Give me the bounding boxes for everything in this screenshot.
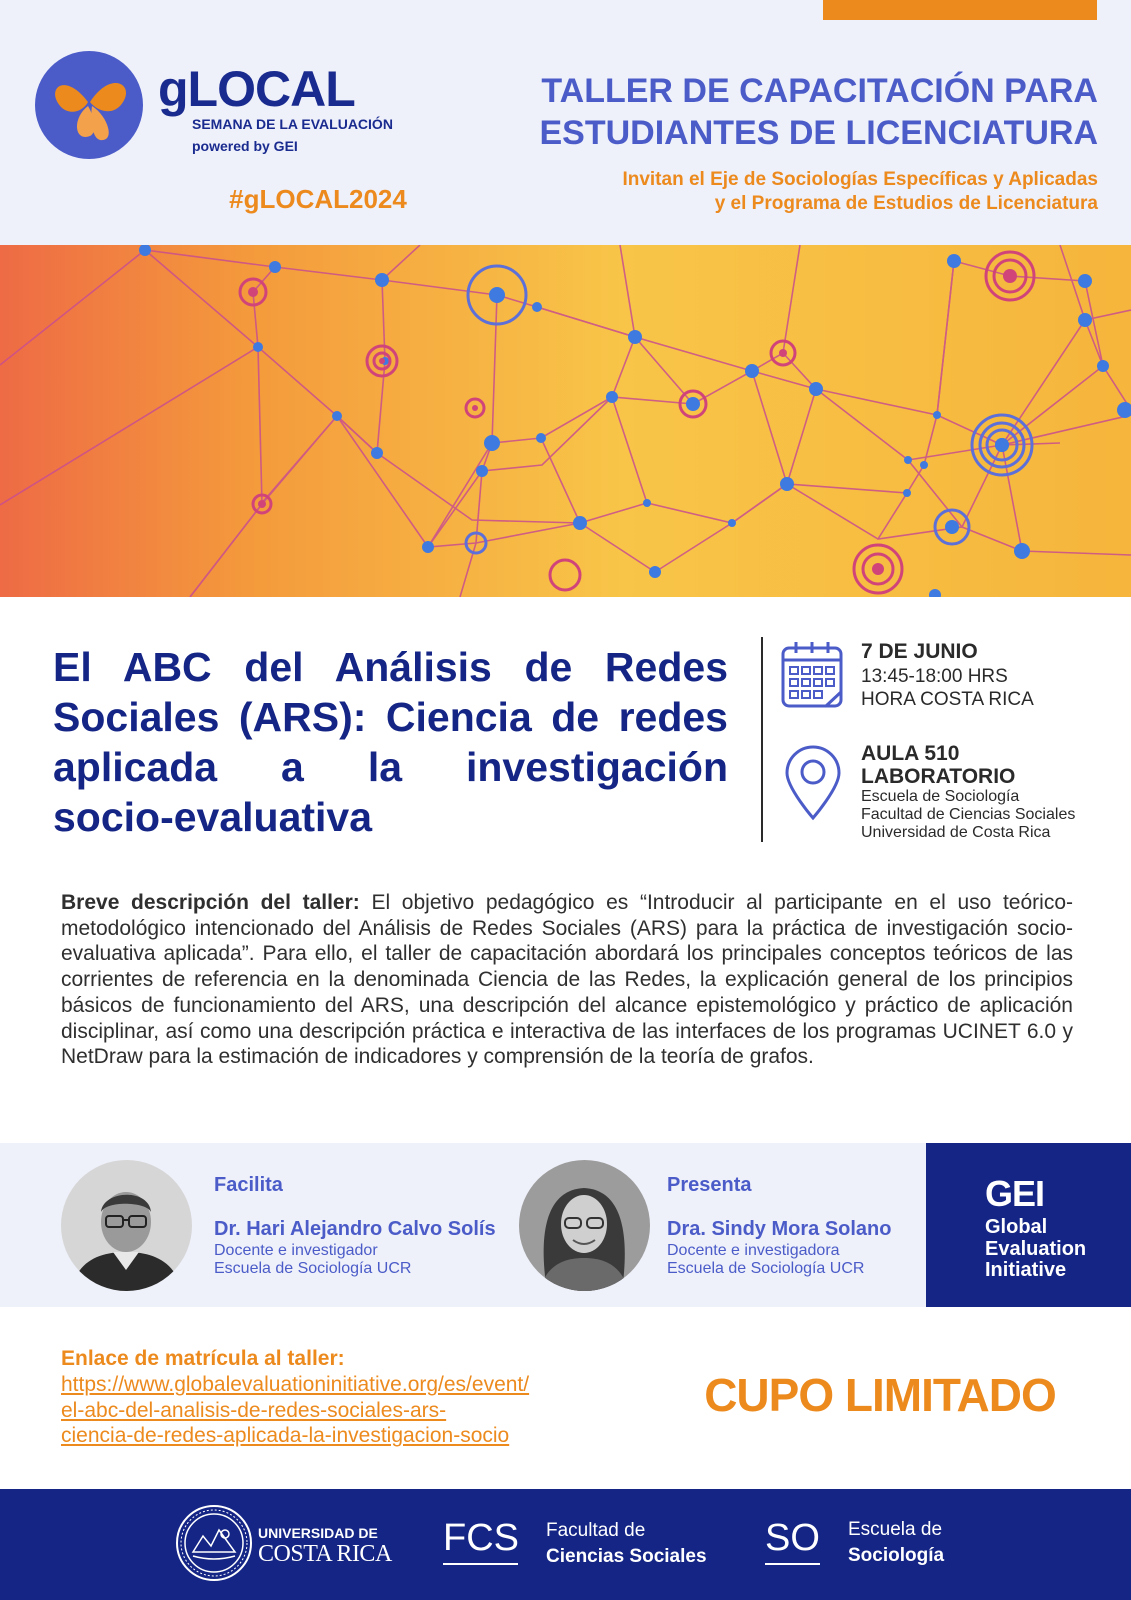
logo-subtitle: SEMANA DE LA EVALUACIÓN xyxy=(192,116,393,132)
location-pin-icon xyxy=(783,744,843,822)
limited-seats-notice: CUPO LIMITADO xyxy=(704,1369,1056,1421)
event-title-line: aplicada a la investigación xyxy=(53,744,728,790)
so-name-line: Escuela de xyxy=(848,1519,943,1540)
fcs-name-line: Ciencias Sociales xyxy=(546,1546,707,1567)
so-underline xyxy=(765,1563,820,1565)
network-graphic xyxy=(0,245,1131,597)
calendar-icon xyxy=(780,640,844,710)
workshop-heading-line: ESTUDIANTES DE LICENCIATURA xyxy=(539,114,1098,152)
speaker-name: Dra. Sindy Mora Solano xyxy=(667,1218,892,1240)
event-time: 13:45-18:00 HRS xyxy=(861,666,1008,687)
speaker-role: Presenta xyxy=(667,1174,752,1196)
speaker-school: Escuela de Sociología UCR xyxy=(667,1260,865,1277)
registration-link-line[interactable]: el-abc-del-analisis-de-redes-sociales-ars- xyxy=(61,1398,447,1422)
ucr-name-line: UNIVERSIDAD DE xyxy=(258,1525,378,1541)
event-place-line: Escuela de Sociología xyxy=(861,788,1020,805)
glocal-logo xyxy=(34,50,434,170)
workshop-heading xyxy=(458,70,1098,154)
event-timezone: HORA COSTA RICA xyxy=(861,689,1034,710)
invitation-line: y el Programa de Estudios de Licenciatura xyxy=(714,193,1098,214)
description-label: Breve descripción del taller: xyxy=(61,891,360,914)
speaker-position: Docente e investigador xyxy=(214,1242,378,1259)
event-place-line: Universidad de Costa Rica xyxy=(861,824,1051,841)
gei-name xyxy=(985,1217,1086,1282)
speaker-position: Docente e investigadora xyxy=(667,1242,840,1259)
ucr-name-line: COSTA RICA xyxy=(258,1541,392,1567)
hashtag: #gLOCAL2024 xyxy=(229,184,407,214)
gei-name-line: Evaluation xyxy=(985,1237,1087,1260)
registration-link-line[interactable]: ciencia-de-redes-aplicada-la-investigacion-socio xyxy=(61,1424,510,1447)
logo-name: gLOCAL xyxy=(158,61,355,117)
event-room: AULA 510 xyxy=(861,742,960,765)
footer-band xyxy=(0,1489,1131,1600)
speaker-photo xyxy=(519,1160,650,1291)
logo-powered-by: powered by GEI xyxy=(192,138,298,154)
header-accent-bar xyxy=(823,0,1097,20)
gei-panel xyxy=(926,1143,1131,1307)
so-abbreviation: SO xyxy=(765,1517,820,1559)
fcs-name-line: Facultad de xyxy=(546,1520,646,1541)
speaker-role: Facilita xyxy=(214,1174,283,1196)
registration-label: Enlace de matrícula al taller: xyxy=(61,1347,345,1370)
speaker-school: Escuela de Sociología UCR xyxy=(214,1260,412,1277)
gei-logo: GEI xyxy=(985,1173,1045,1214)
event-room-type: LABORATORIO xyxy=(861,765,1016,788)
gei-name-line: Initiative xyxy=(985,1259,1067,1281)
invitation-text xyxy=(458,168,1098,216)
event-title-line: Sociales (ARS): Ciencia de redes xyxy=(53,694,728,740)
fcs-abbreviation: FCS xyxy=(443,1517,519,1559)
registration-link-line[interactable]: https://www.globalevaluationinitiative.org/es/event/ xyxy=(61,1373,530,1396)
workshop-description xyxy=(61,890,1073,1070)
workshop-heading-line: TALLER DE CAPACITACIÓN PARA xyxy=(541,72,1098,110)
butterfly-logo-icon xyxy=(34,50,144,160)
ucr-seal-icon xyxy=(175,1504,253,1582)
fcs-underline xyxy=(443,1563,518,1565)
so-name-line: Sociología xyxy=(848,1545,945,1566)
speaker-name: Dr. Hari Alejandro Calvo Solís xyxy=(214,1218,496,1240)
speaker-portrait-icon xyxy=(61,1160,192,1291)
event-title-line: socio-evaluativa xyxy=(53,794,373,840)
event-date: 7 DE JUNIO xyxy=(861,640,978,663)
event-title xyxy=(53,642,728,842)
speaker-photo xyxy=(61,1160,192,1291)
invitation-line: Invitan el Eje de Sociologías Específicas y Aplicadas xyxy=(622,169,1098,190)
event-place-line: Facultad de Ciencias Sociales xyxy=(861,806,1076,823)
event-title-line: El ABC del Análisis de Redes xyxy=(53,644,728,690)
network-banner xyxy=(0,245,1131,597)
registration-link[interactable] xyxy=(61,1372,621,1449)
speaker-portrait-icon xyxy=(519,1160,650,1291)
vertical-divider xyxy=(761,637,763,842)
description-text: El objetivo pedagógico es “Introducir al participante en el uso teórico-metodológico intencionado del Análisis de Redes Sociales (ARS) para la práctica de investigación socio-evaluativa aplicada”. Para ello, el taller de capacitación abordará los principales conceptos teóricos de las corrientes de referencia en la denominada Ciencia de las Redes, la explicación general de los principios básicos de funcionamiento del ARS, una descripción del alcance epistemológico y práctico de aplicación disciplinar, así como una descripción práctica e interactiva de las interfaces de los programas UCINET 6.0 y NetDraw para la estimación de indicadores y comprensión de la teoría de grafos. xyxy=(61,891,1073,1069)
gei-name-line: Global xyxy=(985,1216,1048,1238)
